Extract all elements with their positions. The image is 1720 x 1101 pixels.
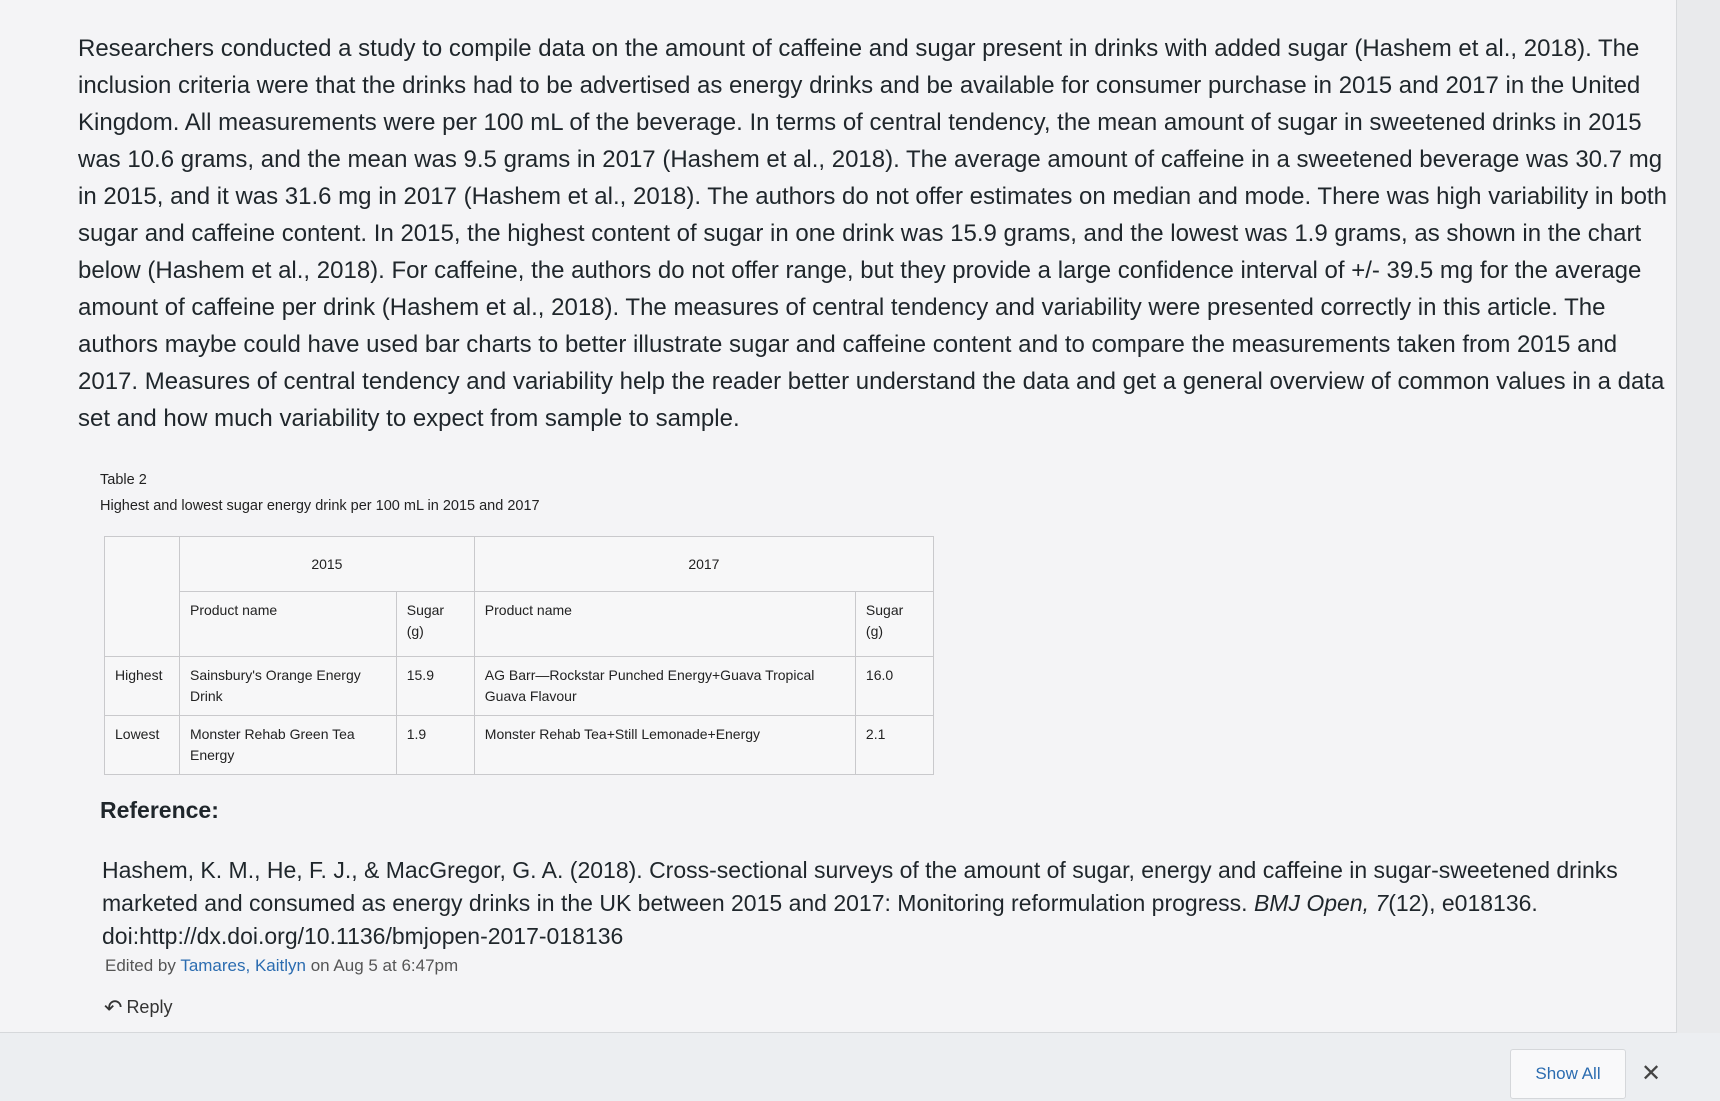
reference-issue: (12), e018136. (1388, 890, 1538, 916)
header-sugar-2017: Sugar (g) (855, 592, 933, 657)
show-all-button[interactable]: Show All (1510, 1049, 1626, 1099)
header-sugar-2015: Sugar (g) (396, 592, 474, 657)
product-2015-cell: Sainsbury's Orange Energy Drink (179, 657, 396, 716)
reply-label: Reply (126, 997, 173, 1017)
reference-citation (102, 854, 1662, 953)
header-year-2017: 2017 (474, 537, 933, 592)
product-2017-cell: AG Barr—Rockstar Punched Energy+Guava Tropical Guava Flavour (474, 657, 855, 716)
edited-author-link[interactable]: Tamares, Kaitlyn (180, 956, 306, 975)
edited-suffix: on Aug 5 at 6:47pm (310, 956, 459, 975)
sugar-table (104, 536, 934, 775)
table-header-columns (105, 592, 934, 657)
reference-heading: Reference: (100, 797, 219, 823)
reply-button[interactable] (104, 994, 173, 1020)
reference-authors: Hashem, K. M., He, F. J., & MacGregor, G. A. (2018). Cross-sectional surveys of the amount of sugar, energy and caffeine in sugar-sweetened drinks marketed and consumed as energy drinks in the UK between 2015 and 2017: Monitoring reformulation progress. (102, 857, 1618, 916)
post-body-paragraph: Researchers conducted a study to compile data on the amount of caffeine and sugar present in drinks with added sugar (Hashem et al., 2018). The inclusion criteria were that the drinks had to be advertised as energy drinks and be available for consumer purchase in 2015 and 2017 in the United Kingdom. All measurements were per 100 mL of the beverage. In terms of central tendency, the mean amount of sugar in sweetened drinks in 2015 was 10.6 grams, and the mean was 9.5 grams in 2017 (Hashem et al., 2018). The average amount of caffeine in a sweetened beverage was 30.7 mg in 2015, and it was 31.6 mg in 2017 (Hashem et al., 2018). The authors do not offer estimates on median and mode. There was high variability in both sugar and caffeine content. In 2015, the highest content of sugar in one drink was 15.9 grams, and the lowest was 1.9 grams, as shown in the chart below (Hashem et al., 2018). For caffeine, the authors do not offer range, but they provide a large confidence interval of +/- 39.5 mg for the average amount of caffeine per drink (Hashem et al., 2018). The measures of central tendency and variability were presented correctly in this article. The authors maybe could have used bar charts to better illustrate sugar and caffeine content and to compare the measurements taken from 2015 and 2017. Measures of central tendency and variability help the reader better understand the data and get a general overview of common values in a data set and how much variability to expect from sample to sample. (78, 35, 1667, 432)
reference-doi: doi:http://dx.doi.org/10.1136/bmjopen-2017-018136 (102, 923, 624, 949)
sugar-2015-cell: 15.9 (396, 657, 474, 716)
table-caption-title: Highest and lowest sugar energy drink per 100 mL in 2015 and 2017 (100, 498, 540, 514)
row-label: Highest (105, 657, 180, 716)
header-product-2015: Product name (179, 592, 396, 657)
header-product-2017: Product name (474, 592, 855, 657)
reply-arrow-icon: ↶ (104, 994, 123, 1020)
table-corner-cell (105, 537, 180, 657)
sugar-2017-cell: 16.0 (855, 657, 933, 716)
table-header-years (105, 537, 934, 592)
edited-note (105, 956, 458, 976)
header-year-2015: 2015 (179, 537, 474, 592)
reference-journal: BMJ Open, 7 (1253, 890, 1389, 916)
table-row (105, 716, 934, 775)
table-row (105, 657, 934, 716)
edited-prefix: Edited by (105, 956, 176, 975)
sugar-2017-cell: 2.1 (855, 716, 933, 775)
product-2017-cell: Monster Rehab Tea+Still Lemonade+Energy (474, 716, 855, 775)
table-caption-number: Table 2 (100, 472, 147, 488)
close-icon[interactable]: ✕ (1640, 1059, 1662, 1087)
sugar-2015-cell: 1.9 (396, 716, 474, 775)
product-2015-cell: Monster Rehab Green Tea Energy (179, 716, 396, 775)
bottom-bar (0, 1033, 1720, 1101)
row-label: Lowest (105, 716, 180, 775)
